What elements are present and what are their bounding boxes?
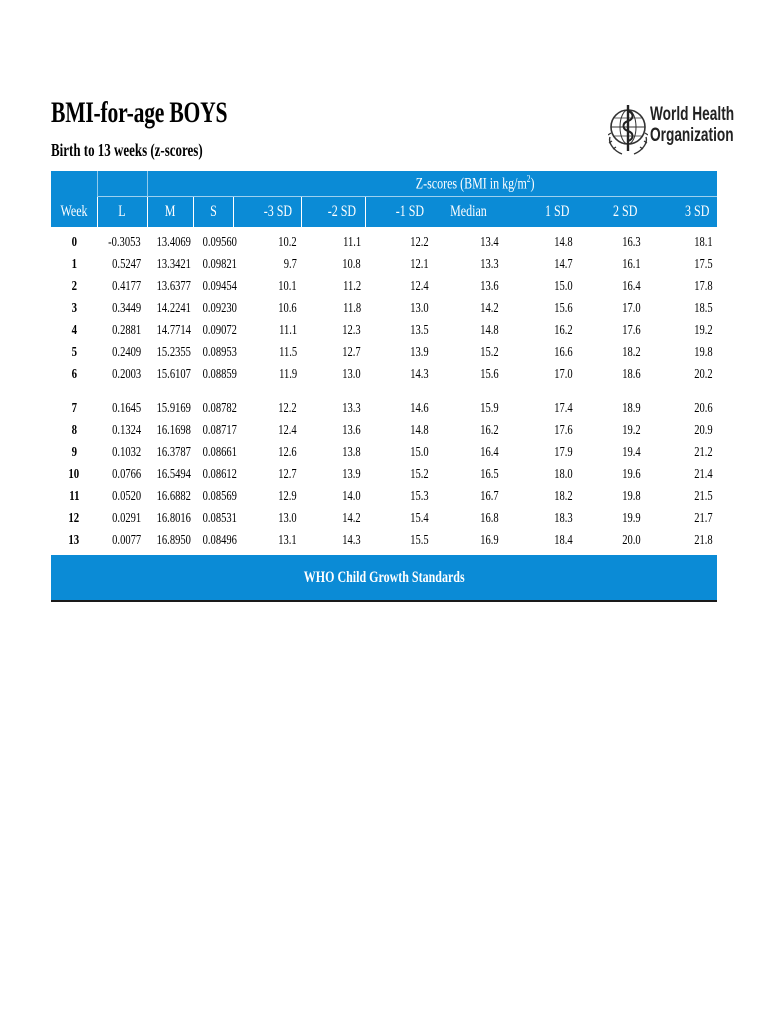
cell-l: 0.4177 <box>112 278 141 293</box>
cell-minus1sd: 13.0 <box>410 300 429 315</box>
cell-m: 16.8016 <box>156 510 191 525</box>
cell-minus3sd: 12.9 <box>278 488 297 503</box>
cell-3sd: 21.5 <box>694 488 714 503</box>
table-row <box>51 529 717 555</box>
cell-s: 0.08531 <box>202 510 237 525</box>
who-logo-text <box>650 104 734 146</box>
cell-minus2sd: 12.7 <box>342 344 361 359</box>
cell-s: 0.09821 <box>202 256 237 271</box>
cell-minus1sd: 12.2 <box>410 234 429 249</box>
cell-2sd: 19.8 <box>622 488 641 503</box>
cell-minus1sd: 15.5 <box>410 532 429 547</box>
cell-l: 0.0077 <box>112 532 141 547</box>
cell-m: 15.9169 <box>156 400 191 415</box>
cell-minus1sd: 12.4 <box>410 278 429 293</box>
cell-week: 3 <box>71 300 77 315</box>
cell-3sd: 19.8 <box>694 344 714 359</box>
cell-1sd: 14.7 <box>554 256 573 271</box>
cell-m: 16.6882 <box>156 488 191 503</box>
cell-week: 6 <box>71 366 77 381</box>
cell-minus3sd: 10.1 <box>278 278 297 293</box>
cell-week: 8 <box>71 422 77 437</box>
cell-s: 0.08717 <box>202 422 237 437</box>
table-row <box>51 463 717 485</box>
cell-2sd: 16.1 <box>622 256 641 271</box>
cell-s: 0.08569 <box>202 488 237 503</box>
cell-1sd: 18.0 <box>554 466 573 481</box>
bmi-table-container <box>51 171 717 602</box>
logo-line-1: World Health <box>650 104 735 125</box>
column-header-s: S <box>193 197 233 228</box>
cell-1sd: 17.6 <box>554 422 573 437</box>
cell-week: 11 <box>68 488 80 503</box>
cell-2sd: 16.3 <box>622 234 641 249</box>
cell-l: 0.0291 <box>112 510 141 525</box>
cell-3sd: 20.9 <box>694 422 714 437</box>
cell-s: 0.08859 <box>202 366 237 381</box>
cell-minus1sd: 12.1 <box>410 256 429 271</box>
cell-2sd: 16.4 <box>622 278 641 293</box>
cell-1sd: 18.4 <box>554 532 573 547</box>
cell-minus2sd: 11.1 <box>342 234 361 249</box>
cell-median: 13.4 <box>480 234 499 249</box>
cell-2sd: 18.9 <box>622 400 641 415</box>
cell-2sd: 19.6 <box>622 466 641 481</box>
cell-1sd: 16.6 <box>554 344 573 359</box>
cell-1sd: 17.0 <box>554 366 573 381</box>
cell-minus1sd: 13.5 <box>410 322 429 337</box>
cell-1sd: 17.4 <box>554 400 573 415</box>
cell-s: 0.09230 <box>202 300 237 315</box>
cell-l: 0.0520 <box>112 488 141 503</box>
cell-median: 16.5 <box>480 466 499 481</box>
cell-1sd: 17.9 <box>554 444 573 459</box>
cell-1sd: 18.2 <box>554 488 573 503</box>
table-row <box>51 485 717 507</box>
cell-l: -0.3053 <box>108 234 141 249</box>
cell-minus1sd: 14.8 <box>410 422 429 437</box>
cell-median: 15.9 <box>480 400 499 415</box>
cell-s: 0.08661 <box>202 444 237 459</box>
cell-minus2sd: 13.9 <box>342 466 361 481</box>
column-header-3sd: 3 SD <box>645 197 717 228</box>
table-row <box>51 253 717 275</box>
table-row <box>51 363 717 385</box>
table-footer <box>51 555 717 602</box>
table-row <box>51 227 717 253</box>
cell-week: 12 <box>68 510 80 525</box>
cell-minus2sd: 13.0 <box>342 366 361 381</box>
cell-2sd: 19.2 <box>622 422 641 437</box>
cell-2sd: 17.0 <box>622 300 641 315</box>
column-header-1sd: 1 SD <box>503 197 577 228</box>
cell-minus1sd: 15.0 <box>410 444 429 459</box>
cell-minus3sd: 12.6 <box>278 444 297 459</box>
column-header-minus2sd: -2 SD <box>301 197 365 228</box>
cell-l: 0.2003 <box>112 366 141 381</box>
header-row-group <box>51 171 717 197</box>
cell-minus3sd: 12.4 <box>278 422 297 437</box>
page-subtitle: Birth to 13 weeks (z-scores) <box>51 140 203 160</box>
table-row <box>51 275 717 297</box>
cell-minus3sd: 13.1 <box>278 532 297 547</box>
cell-m: 15.6107 <box>156 366 191 381</box>
cell-s: 0.09072 <box>202 322 237 337</box>
cell-m: 13.3421 <box>156 256 191 271</box>
column-header-week: Week <box>51 197 97 228</box>
cell-minus2sd: 13.8 <box>342 444 361 459</box>
cell-3sd: 17.8 <box>694 278 714 293</box>
cell-minus2sd: 14.0 <box>342 488 361 503</box>
cell-l: 0.5247 <box>112 256 141 271</box>
cell-1sd: 16.2 <box>554 322 573 337</box>
cell-median: 14.2 <box>480 300 499 315</box>
cell-minus2sd: 12.3 <box>342 322 361 337</box>
column-header-minus1sd: -1 SD <box>365 197 433 228</box>
column-header-median: Median <box>433 197 503 228</box>
cell-week: 0 <box>71 234 77 249</box>
cell-m: 16.1698 <box>156 422 191 437</box>
cell-3sd: 18.1 <box>694 234 714 249</box>
cell-1sd: 14.8 <box>554 234 573 249</box>
header-row-columns <box>51 197 717 228</box>
column-header-m: M <box>147 197 193 228</box>
cell-minus3sd: 12.7 <box>278 466 297 481</box>
cell-median: 15.6 <box>480 366 499 381</box>
cell-1sd: 18.3 <box>554 510 573 525</box>
cell-s: 0.08782 <box>202 400 237 415</box>
cell-2sd: 17.6 <box>622 322 641 337</box>
cell-l: 0.2409 <box>112 344 141 359</box>
cell-minus2sd: 11.2 <box>342 278 361 293</box>
who-logo <box>608 97 735 157</box>
cell-week: 2 <box>71 278 77 293</box>
cell-minus2sd: 11.8 <box>342 300 361 315</box>
cell-3sd: 19.2 <box>694 322 714 337</box>
cell-m: 14.2241 <box>156 300 191 315</box>
cell-3sd: 18.5 <box>694 300 714 315</box>
table-row <box>51 319 717 341</box>
cell-1sd: 15.0 <box>554 278 573 293</box>
cell-l: 0.3449 <box>112 300 141 315</box>
cell-minus2sd: 13.3 <box>342 400 361 415</box>
cell-3sd: 21.7 <box>694 510 714 525</box>
zscore-group-header: Z-scores (BMI in $kg/m^2$) <box>233 171 717 197</box>
cell-median: 13.6 <box>480 278 499 293</box>
cell-s: 0.08953 <box>202 344 237 359</box>
cell-l: 0.1324 <box>112 422 141 437</box>
cell-median: 16.4 <box>480 444 499 459</box>
table-header <box>51 171 717 227</box>
table-body <box>51 227 717 555</box>
cell-minus3sd: 9.7 <box>283 256 297 271</box>
cell-median: 16.2 <box>480 422 499 437</box>
table-row <box>51 419 717 441</box>
cell-s: 0.08496 <box>202 532 237 547</box>
cell-2sd: 20.0 <box>622 532 641 547</box>
bmi-table <box>51 171 717 555</box>
column-header-minus3sd: -3 SD <box>233 197 301 228</box>
cell-m: 15.2355 <box>156 344 191 359</box>
cell-l: 0.1032 <box>112 444 141 459</box>
cell-2sd: 18.6 <box>622 366 641 381</box>
cell-minus3sd: 12.2 <box>278 400 297 415</box>
cell-minus1sd: 15.4 <box>410 510 429 525</box>
cell-minus3sd: 11.5 <box>278 344 297 359</box>
cell-s: 0.08612 <box>202 466 237 481</box>
cell-m: 14.7714 <box>156 322 191 337</box>
cell-minus2sd: 13.6 <box>342 422 361 437</box>
cell-median: 16.7 <box>480 488 499 503</box>
table-row <box>51 385 717 419</box>
cell-week: 10 <box>68 466 80 481</box>
cell-3sd: 21.8 <box>694 532 714 547</box>
cell-minus1sd: 13.9 <box>410 344 429 359</box>
cell-week: 7 <box>71 400 77 415</box>
cell-minus3sd: 13.0 <box>278 510 297 525</box>
cell-3sd: 20.2 <box>694 366 714 381</box>
who-emblem-icon <box>608 97 648 157</box>
cell-l: 0.0766 <box>112 466 141 481</box>
cell-minus2sd: 14.2 <box>342 510 361 525</box>
cell-2sd: 19.4 <box>622 444 641 459</box>
logo-line-2: Organization <box>650 125 734 146</box>
table-row <box>51 441 717 463</box>
cell-s: 0.09454 <box>202 278 237 293</box>
footer-text: WHO Child Growth Standards <box>303 568 465 586</box>
cell-3sd: 17.5 <box>694 256 714 271</box>
cell-minus3sd: 10.6 <box>278 300 297 315</box>
table-row <box>51 297 717 319</box>
cell-3sd: 21.4 <box>694 466 714 481</box>
cell-m: 16.8950 <box>156 532 191 547</box>
cell-minus3sd: 11.9 <box>278 366 297 381</box>
table-row <box>51 341 717 363</box>
cell-week: 1 <box>71 256 77 271</box>
cell-3sd: 21.2 <box>694 444 714 459</box>
cell-minus1sd: 15.2 <box>410 466 429 481</box>
table-row <box>51 507 717 529</box>
cell-2sd: 19.9 <box>622 510 641 525</box>
column-header-l: L <box>97 197 147 228</box>
page-title: BMI-for-age BOYS <box>51 96 228 129</box>
cell-week: 4 <box>71 322 77 337</box>
cell-3sd: 20.6 <box>694 400 714 415</box>
cell-minus2sd: 10.8 <box>342 256 361 271</box>
cell-week: 9 <box>71 444 77 459</box>
cell-minus3sd: 11.1 <box>278 322 297 337</box>
cell-median: 16.8 <box>480 510 499 525</box>
cell-median: 15.2 <box>480 344 499 359</box>
cell-minus1sd: 14.3 <box>410 366 429 381</box>
cell-s: 0.09560 <box>202 234 237 249</box>
cell-l: 0.1645 <box>112 400 141 415</box>
cell-2sd: 18.2 <box>622 344 641 359</box>
cell-m: 16.3787 <box>156 444 191 459</box>
cell-week: 13 <box>68 532 80 547</box>
cell-median: 13.3 <box>480 256 499 271</box>
cell-week: 5 <box>71 344 77 359</box>
cell-m: 13.4069 <box>156 234 191 249</box>
column-header-2sd: 2 SD <box>577 197 645 228</box>
cell-1sd: 15.6 <box>554 300 573 315</box>
cell-m: 16.5494 <box>156 466 191 481</box>
cell-l: 0.2881 <box>112 322 141 337</box>
cell-median: 14.8 <box>480 322 499 337</box>
cell-m: 13.6377 <box>156 278 191 293</box>
cell-minus3sd: 10.2 <box>278 234 297 249</box>
cell-minus2sd: 14.3 <box>342 532 361 547</box>
cell-minus1sd: 15.3 <box>410 488 429 503</box>
cell-median: 16.9 <box>480 532 499 547</box>
cell-minus1sd: 14.6 <box>410 400 429 415</box>
